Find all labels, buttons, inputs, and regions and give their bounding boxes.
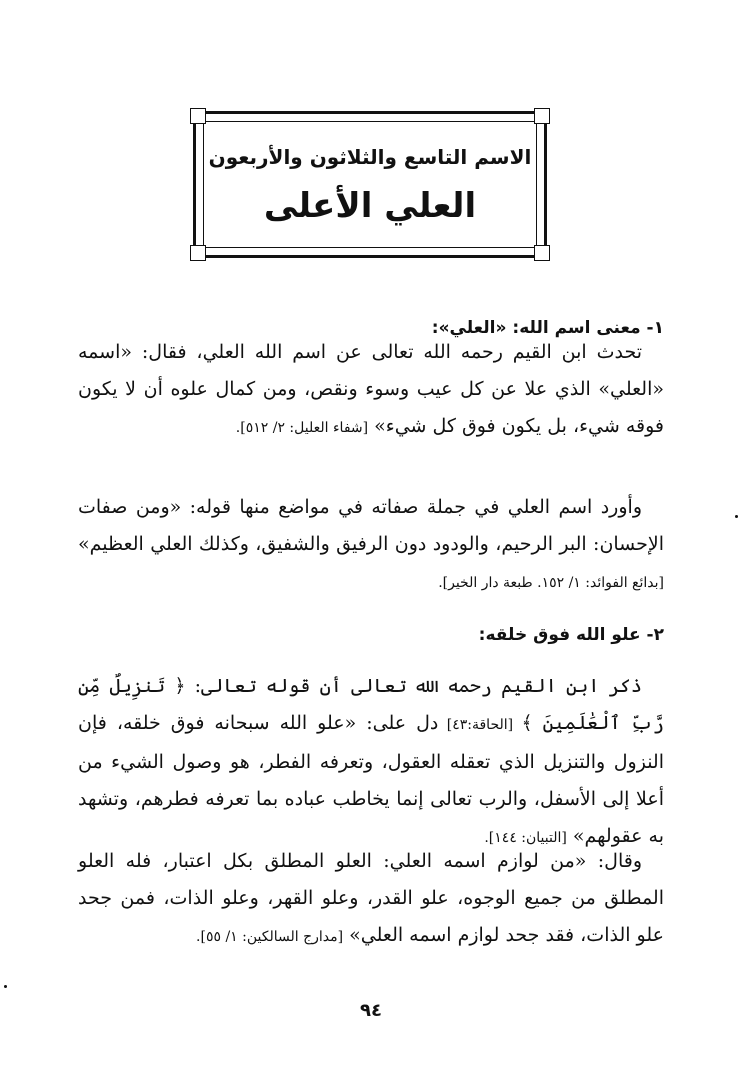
section-heading: ٢- علو الله فوق خلقه:: [478, 625, 664, 645]
margin-mark: [735, 515, 738, 518]
paragraph-text: دل على: «علو الله سبحانه فوق خلقه، فإن النزول والتنزيل الذي تعقله العقول، وتعرفه الفطر، هو وصول الشيء من أعلا إلى الأسفل، والرب تعالى إنما يخاطب عباده بما تعرفه فطرهم، وتشهد به عقولهم»: [78, 712, 664, 847]
citation: [شفاء العليل: ٢/ ٥١٢].: [235, 420, 369, 436]
section-heading: ١- معنى اسم الله: «العلي»:: [431, 318, 664, 338]
citation: [بدائع الفوائد: ١/ ١٥٢. طبعة دار الخير].: [438, 575, 664, 591]
paragraph: [78, 668, 664, 857]
chapter-title: العلي الأعلى: [263, 186, 477, 226]
paragraph-text: ذكر ابن القيم رحمه الله تعالى أن قوله تعالى:: [185, 675, 642, 697]
frame-corner-ornament: [534, 108, 550, 124]
paragraph-text: تحدث ابن القيم رحمه الله تعالى عن اسم الله العلي، فقال: «اسمه «العلي» الذي علا عن كل عيب وسوء ونقص، ومن كمال علوه أن لا يكون فوقه شيء، بل يكون فوق كل شيء»: [78, 341, 664, 437]
page-number: ٩٤: [360, 1000, 382, 1021]
quran-verse: ﴿ تَنزِيلٌ مِّن رَّبِّ ٱلْعَٰلَمِينَ ﴾: [78, 675, 664, 734]
citation: [مدارج السالكين: ١/ ٥٥].: [196, 929, 344, 945]
paragraph: [78, 489, 664, 602]
paragraph-text: وأورد اسم العلي في جملة صفاته في مواضع منها قوله: «ومن صفات الإحسان: البر الرحيم، والودود دون الرفيق والشفيق، وكذلك العلي العظيم»: [78, 496, 664, 555]
frame-corner-ornament: [190, 108, 206, 124]
chapter-subtitle: الاسم التاسع والثلاثون والأربعون: [208, 145, 532, 169]
margin-mark: [4, 985, 7, 988]
title-frame-inner: [203, 121, 537, 248]
citation: [الحاقة:٤٣]: [438, 717, 522, 733]
citation: [التبيان: ١٤٤].: [484, 830, 567, 846]
frame-corner-ornament: [190, 245, 206, 261]
title-frame: [193, 111, 547, 258]
paragraph: [78, 334, 664, 447]
paragraph: [78, 843, 664, 956]
paragraph-text: وقال: «من لوازم اسمه العلي: العلو المطلق بكل اعتبار، فله العلو المطلق من جميع الوجوه، علو القدر، وعلو القهر، وعلو الذات، فمن جحد علو الذات، فقد جحد لوازم اسمه العلي»: [78, 850, 664, 946]
frame-corner-ornament: [534, 245, 550, 261]
